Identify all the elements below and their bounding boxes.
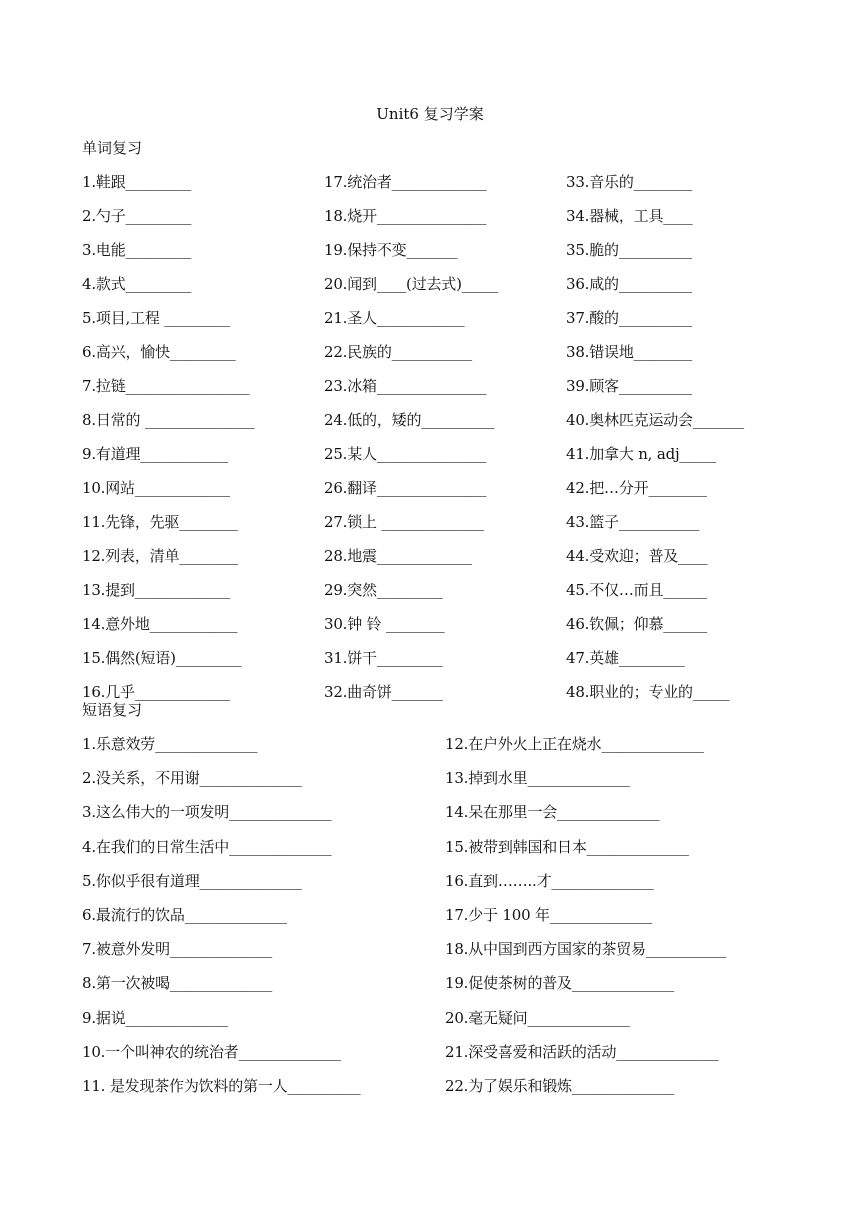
word-item: 35.脆的__________ xyxy=(566,241,692,259)
word-item: 34.器械，工具____ xyxy=(566,207,693,225)
word-item: 2.勺子_________ xyxy=(82,207,192,225)
phrase-item: 19.促使茶树的普及______________ xyxy=(445,974,675,993)
word-item: 39.顾客__________ xyxy=(566,377,692,395)
word-item: 5.项目,工程 _________ xyxy=(82,309,230,327)
phrase-item: 1.乐意效劳______________ xyxy=(82,735,258,753)
word-item: 21.圣人____________ xyxy=(324,309,465,327)
phrase-item: 11. 是发现茶作为饮料的第一人__________ xyxy=(82,1077,361,1095)
phrase-item: 3.这么伟大的一项发明______________ xyxy=(82,803,332,822)
word-item: 12.列表，清单________ xyxy=(82,547,238,565)
word-item: 29.突然_________ xyxy=(324,581,443,599)
words-section-heading: 单词复习 xyxy=(82,139,143,157)
word-item: 32.曲奇饼_______ xyxy=(324,683,443,701)
phrase-item: 8.第一次被喝______________ xyxy=(82,974,273,993)
word-item: 46.钦佩；仰慕______ xyxy=(566,615,708,633)
word-item: 44.受欢迎；普及____ xyxy=(566,547,708,565)
word-item: 40.奥林匹克运动会_______ xyxy=(566,411,744,429)
word-item: 37.酸的__________ xyxy=(566,309,692,327)
word-item: 48.职业的；专业的_____ xyxy=(566,683,730,701)
word-item: 19.保持不变_______ xyxy=(324,241,458,259)
phrase-item: 7.被意外发明______________ xyxy=(82,940,273,959)
word-item: 14.意外地____________ xyxy=(82,615,238,633)
word-item: 42.把…分开________ xyxy=(566,479,707,497)
word-item: 15.偶然(短语)_________ xyxy=(82,649,242,667)
word-item: 11.先锋，先驱________ xyxy=(82,513,238,531)
word-item: 13.提到_____________ xyxy=(82,581,230,599)
phrase-item: 10.一个叫神农的统治者______________ xyxy=(82,1042,341,1061)
word-item: 20.闻到____(过去式)_____ xyxy=(324,275,499,293)
phrase-item: 17.少于 100 年______________ xyxy=(445,906,653,924)
phrase-item: 13.掉到水里______________ xyxy=(445,769,630,788)
phrase-item: 4.在我们的日常生活中______________ xyxy=(82,837,332,856)
word-item: 17.统治者_____________ xyxy=(324,173,487,191)
word-item: 31.饼干_________ xyxy=(324,649,443,667)
word-item: 26.翻译_______________ xyxy=(324,479,487,497)
word-item: 4.款式_________ xyxy=(82,275,192,293)
word-item: 43.篮子___________ xyxy=(566,513,700,531)
word-item: 8.日常的 _______________ xyxy=(82,411,255,429)
word-item: 47.英雄_________ xyxy=(566,649,685,667)
word-item: 30.钟 铃 ________ xyxy=(324,615,445,633)
phrases-section-heading: 短语复习 xyxy=(82,701,143,719)
phrase-item: 22.为了娱乐和锻炼______________ xyxy=(445,1077,675,1095)
phrase-item: 12.在户外火上正在烧水______________ xyxy=(445,735,704,753)
word-item: 22.民族的___________ xyxy=(324,343,472,361)
word-item: 16.几乎_____________ xyxy=(82,683,230,701)
word-item: 38.错误地________ xyxy=(566,343,693,361)
word-item: 33.音乐的________ xyxy=(566,173,693,191)
phrase-item: 14.呆在那里一会______________ xyxy=(445,803,660,822)
word-item: 7.拉链_________________ xyxy=(82,377,250,395)
word-item: 6.高兴，愉快_________ xyxy=(82,343,236,361)
word-item: 27.锁上 ______________ xyxy=(324,513,484,531)
phrase-item: 15.被带到韩国和日本______________ xyxy=(445,837,689,856)
word-item: 25.某人_______________ xyxy=(324,445,487,463)
phrase-item: 18.从中国到西方国家的茶贸易___________ xyxy=(445,940,727,959)
word-item: 28.地震_____________ xyxy=(324,547,472,565)
phrase-item: 2.没关系，不用谢______________ xyxy=(82,769,302,788)
word-item: 45.不仅…而且______ xyxy=(566,581,708,599)
phrase-item: 9.据说______________ xyxy=(82,1008,228,1027)
word-item: 24.低的，矮的__________ xyxy=(324,411,495,429)
phrase-item: 6.最流行的饮品______________ xyxy=(82,906,287,924)
phrase-item: 21.深受喜爱和活跃的活动______________ xyxy=(445,1042,719,1061)
word-item: 41.加拿大 n, adj_____ xyxy=(566,445,716,463)
word-item: 10.网站_____________ xyxy=(82,479,230,497)
word-item: 36.咸的__________ xyxy=(566,275,692,293)
phrase-item: 16.直到……..才______________ xyxy=(445,871,654,890)
word-item: 9.有道理____________ xyxy=(82,445,228,463)
word-item: 23.冰箱_______________ xyxy=(324,377,487,395)
page-title: Unit6 复习学案 xyxy=(376,105,484,123)
word-item: 1.鞋跟_________ xyxy=(82,173,192,191)
phrase-item: 20.毫无疑问______________ xyxy=(445,1008,630,1027)
word-item: 3.电能_________ xyxy=(82,241,192,259)
phrase-item: 5.你似乎很有道理______________ xyxy=(82,871,302,890)
word-item: 18.烧开_______________ xyxy=(324,207,487,225)
